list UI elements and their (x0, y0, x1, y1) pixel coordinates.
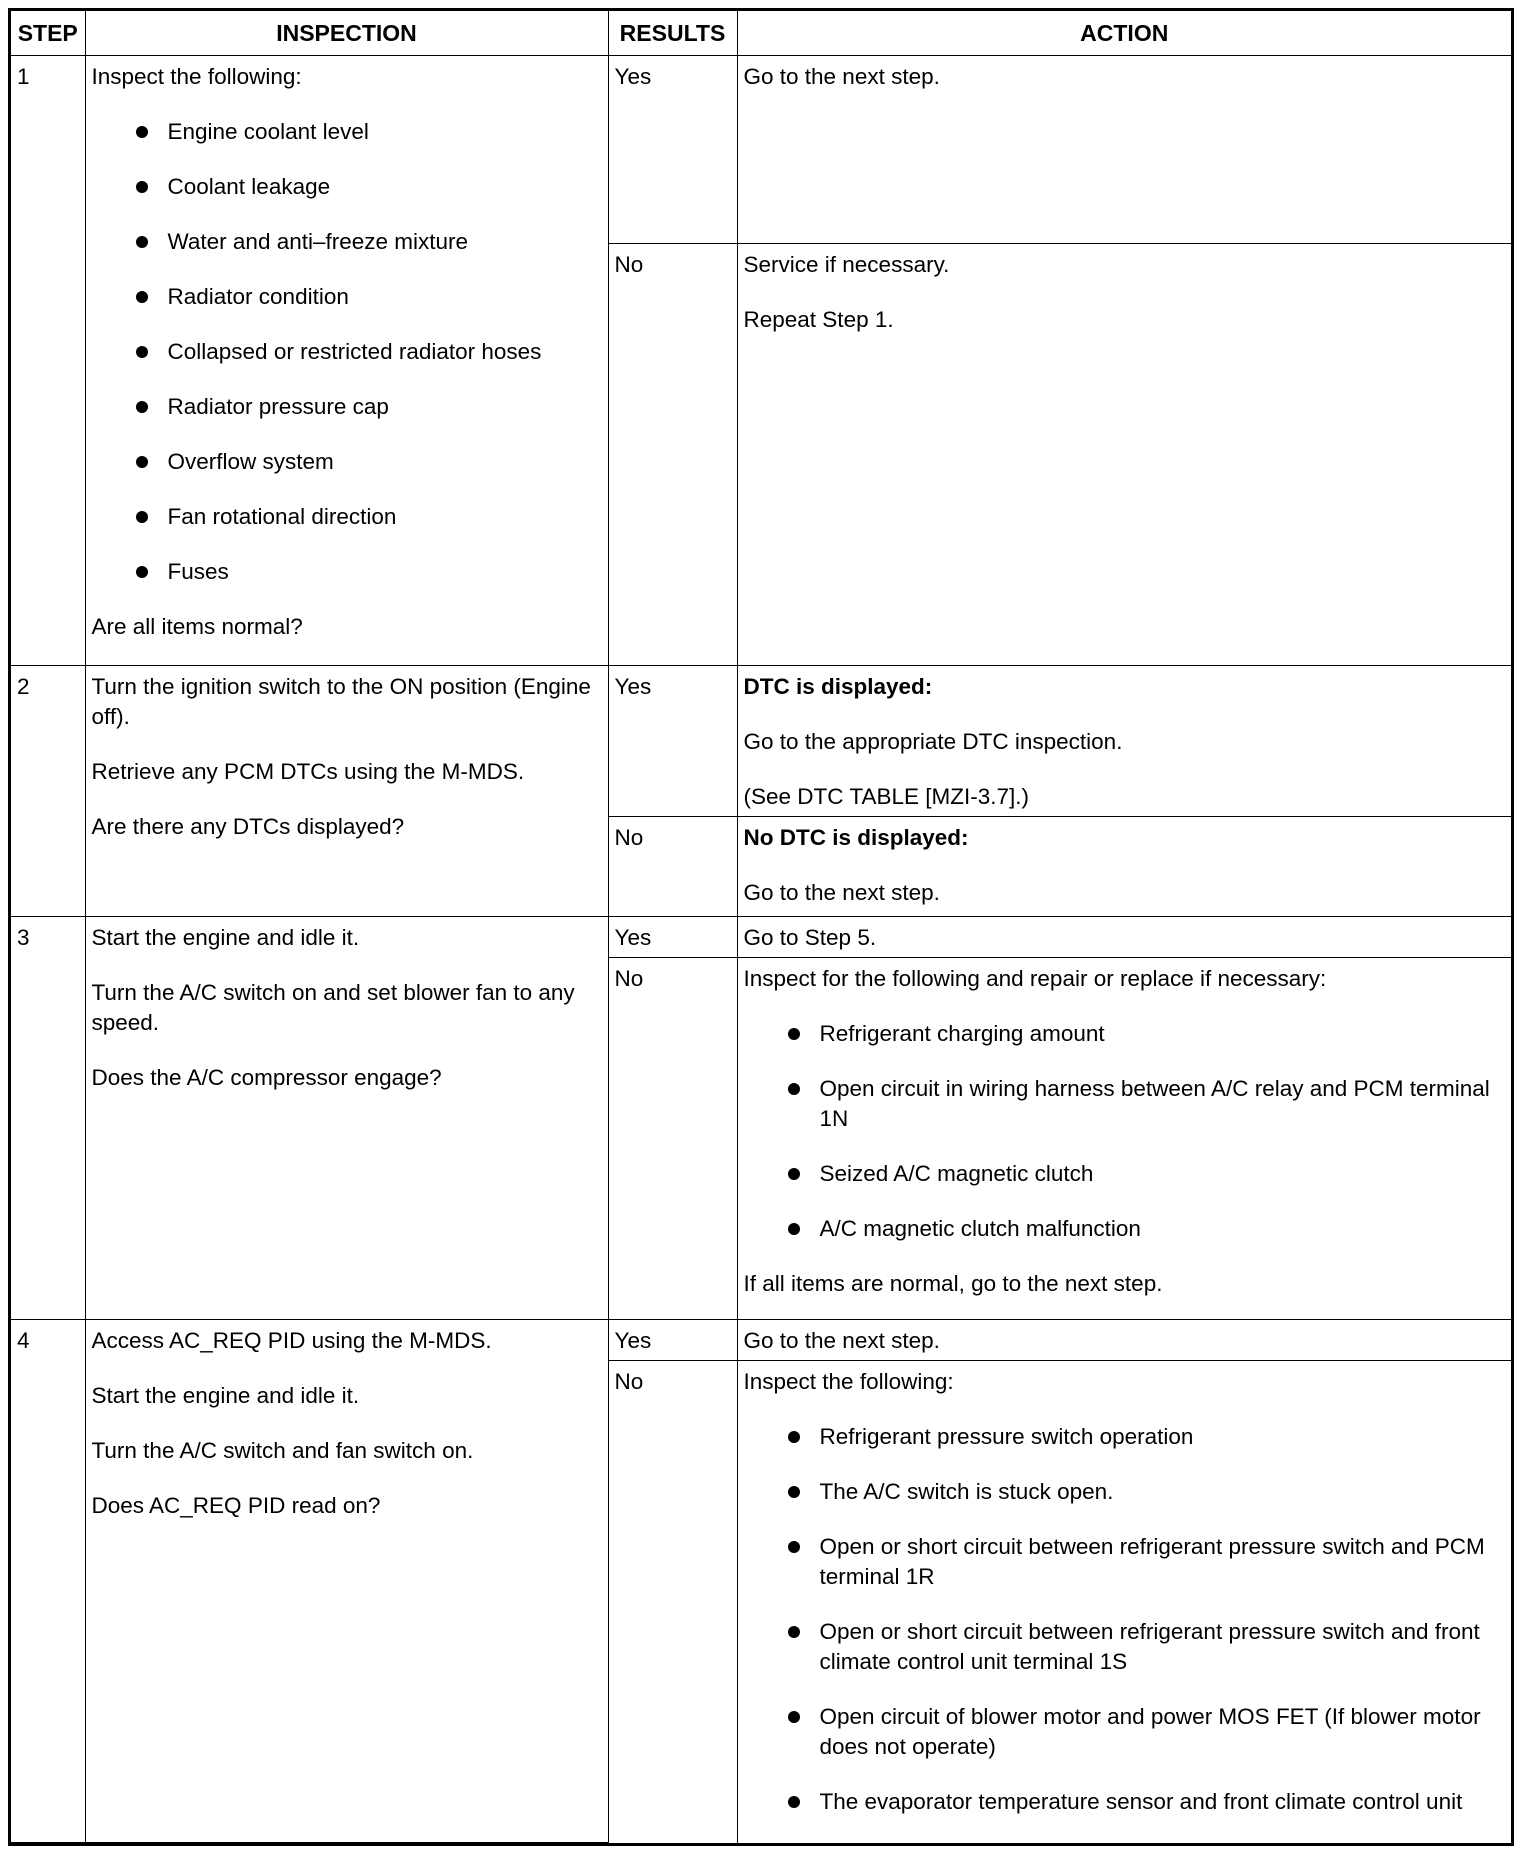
bullet-icon (136, 566, 148, 578)
step-2-result-no: No (608, 816, 737, 916)
action-outro: If all items are normal, go to the next step. (743, 1271, 1163, 1297)
step-3-result-no: No (608, 958, 737, 1320)
list-item: A/C magnetic clutch malfunction (744, 1214, 1504, 1244)
step-1-result-no: No (608, 244, 737, 666)
bullet-icon (788, 1223, 800, 1235)
action-text: Repeat Step 1. (743, 307, 894, 332)
action-text: Service if necessary. (743, 252, 950, 277)
header-results: RESULTS (608, 11, 737, 56)
list-item: Open circuit in wiring harness between A/C relay and PCM terminal 1N (744, 1074, 1504, 1134)
header-inspection: INSPECTION (85, 11, 608, 56)
bullet-icon (136, 236, 148, 248)
diagnostic-table-page (8, 8, 1514, 1846)
action-intro: Inspect for the following and repair or replace if necessary: (743, 966, 1327, 992)
step-4-inspection (85, 1320, 608, 1843)
bullet-icon (136, 346, 148, 358)
step-3-number: 3 (11, 917, 85, 1320)
step-1-result-yes: Yes (608, 56, 737, 244)
list-item: Fan rotational direction (92, 502, 600, 532)
bullet-icon (788, 1711, 800, 1723)
inspection-text: Start the engine and idle it. (91, 925, 360, 951)
step-4-number: 4 (11, 1320, 85, 1843)
list-item: Fuses (92, 557, 600, 587)
inspection-intro: Inspect the following: (91, 64, 302, 89)
bullet-icon (136, 511, 148, 523)
inspection-text: Turn the ignition switch to the ON position (Engine off). (91, 673, 591, 729)
action-list (744, 1422, 1504, 1817)
step-1-yes-row (11, 56, 1511, 244)
list-item: Refrigerant pressure switch operation (744, 1422, 1504, 1452)
list-item: Open circuit of blower motor and power MOS FET (If blower motor does not operate) (744, 1702, 1504, 1762)
action-text: Go to the appropriate DTC inspection. (743, 728, 1123, 754)
inspection-question: Does the A/C compressor engage? (91, 1065, 442, 1091)
list-item: Overflow system (92, 447, 600, 477)
bullet-icon (788, 1028, 800, 1040)
inspection-text: Access AC_REQ PID using the M-MDS. (91, 1328, 492, 1354)
list-item: The A/C switch is stuck open. (744, 1477, 1504, 1507)
action-text: (See DTC TABLE [MZI-3.7].) (743, 783, 1029, 809)
bullet-icon (788, 1796, 800, 1808)
list-item: Open or short circuit between refrigerant pressure switch and front climate control unit terminal 1S (744, 1617, 1504, 1677)
diagnostic-table (11, 11, 1511, 1843)
action-heading: No DTC is displayed: (743, 824, 969, 850)
bullet-icon (136, 291, 148, 303)
list-item: Refrigerant charging amount (744, 1019, 1504, 1049)
step-4-result-yes: Yes (608, 1320, 737, 1361)
bullet-icon (788, 1168, 800, 1180)
bullet-icon (136, 181, 148, 193)
step-2-number: 2 (11, 665, 85, 916)
step-3-yes-row (11, 917, 1511, 958)
list-item: Radiator pressure cap (92, 392, 600, 422)
inspection-text: Retrieve any PCM DTCs using the M-MDS. (91, 758, 525, 784)
step-4-action-yes: Go to the next step. (737, 1320, 1511, 1361)
step-4-yes-row (11, 1320, 1511, 1361)
bullet-icon (788, 1431, 800, 1443)
action-intro: Inspect the following: (743, 1369, 954, 1395)
bullet-icon (136, 126, 148, 138)
step-2-yes-row (11, 665, 1511, 816)
bullet-icon (136, 456, 148, 468)
step-4-action-no (737, 1361, 1511, 1843)
step-2-result-yes: Yes (608, 665, 737, 816)
list-item: Engine coolant level (92, 117, 600, 147)
list-item: Collapsed or restricted radiator hoses (92, 337, 600, 367)
list-item: The evaporator temperature sensor and front climate control unit (744, 1787, 1504, 1817)
step-2-action-no (737, 816, 1511, 916)
bullet-icon (788, 1083, 800, 1095)
inspection-text: Turn the A/C switch on and set blower fan to any speed. (91, 980, 575, 1036)
inspection-question: Does AC_REQ PID read on? (91, 1493, 381, 1519)
bullet-icon (788, 1541, 800, 1553)
step-2-inspection (85, 665, 608, 916)
inspection-question: Are all items normal? (91, 614, 303, 639)
action-list (744, 1019, 1504, 1244)
step-1-action-yes: Go to the next step. (737, 56, 1511, 244)
header-row (11, 11, 1511, 56)
step-3-action-no (737, 958, 1511, 1320)
bullet-icon (788, 1626, 800, 1638)
step-3-action-yes: Go to Step 5. (737, 917, 1511, 958)
step-1-number: 1 (11, 56, 85, 666)
step-1-action-no (737, 244, 1511, 666)
list-item: Coolant leakage (92, 172, 600, 202)
step-1-inspection (85, 56, 608, 666)
action-text: Go to the next step. (743, 879, 940, 905)
list-item: Seized A/C magnetic clutch (744, 1159, 1504, 1189)
list-item: Open or short circuit between refrigerant pressure switch and PCM terminal 1R (744, 1532, 1504, 1592)
step-3-inspection (85, 917, 608, 1320)
list-item: Water and anti–freeze mixture (92, 227, 600, 257)
header-step: STEP (11, 11, 85, 56)
inspection-question: Are there any DTCs displayed? (91, 813, 405, 839)
list-item: Radiator condition (92, 282, 600, 312)
bullet-icon (136, 401, 148, 413)
action-heading: DTC is displayed: (743, 673, 933, 699)
step-3-result-yes: Yes (608, 917, 737, 958)
inspection-text: Turn the A/C switch and fan switch on. (91, 1438, 474, 1464)
bullet-icon (788, 1486, 800, 1498)
step-4-result-no: No (608, 1361, 737, 1843)
header-action: ACTION (737, 11, 1511, 56)
step-2-action-yes (737, 665, 1511, 816)
inspection-text: Start the engine and idle it. (91, 1383, 360, 1409)
inspection-list (92, 117, 600, 587)
